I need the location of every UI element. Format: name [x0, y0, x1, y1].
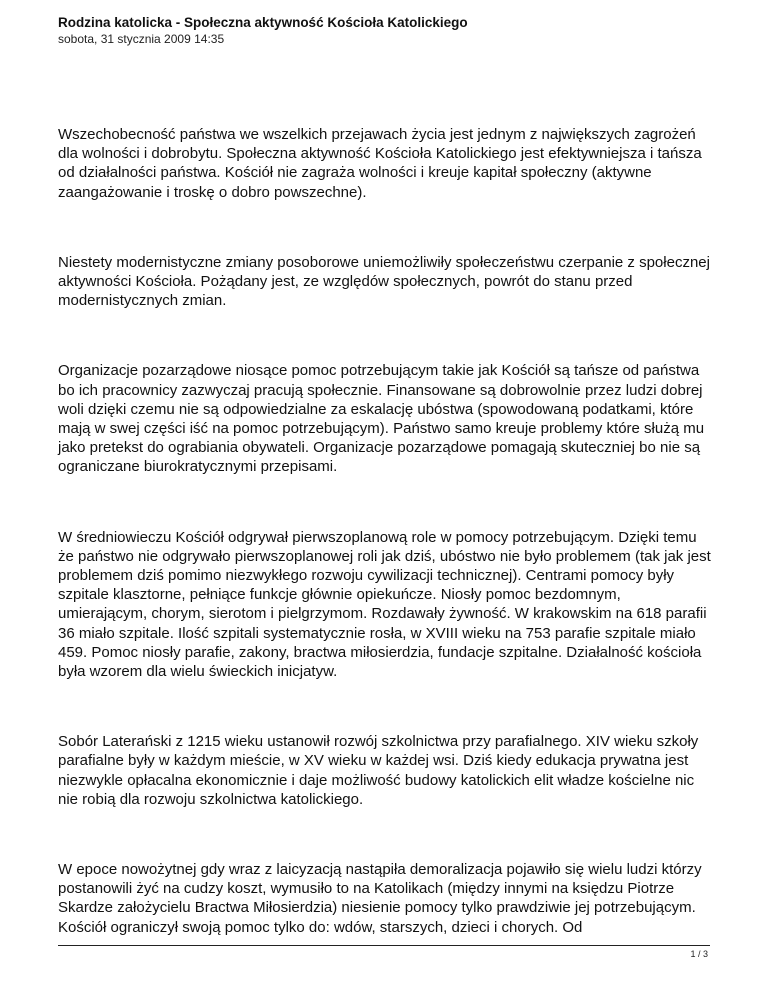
paragraph-intro: Wszechobecność państwa we wszelkich przejawach życia jest jednym z największych zagrożeń dla wolności i dobrobytu. Społeczna aktywność Kościoła Katolickiego jest efektywniejsza i tańsza od działalności państwa. Kościół nie zagraża wolności i kreuje kapitał społeczny (aktywne zaangażowanie i troskę o dobro powszechne). [58, 126, 702, 201]
paragraph-middle-ages: W średniowieczu Kościół odgrywał pierwszoplanową role w pomocy potrzebującym. Dzięki temu że państwo nie odgrywało pierwszoplanowej roli jak dziś, ubóstwo nie było problemem (tak jak jest problemem dziś pomimo niezwykłego rozwoju cywilizacji technicznej). Centrami pomocy były szpitale klasztorne, pełniące funkcje głównie opiekuńcze. Niosły pomoc bezdomnym, umierającym, chorym, sierotom i pielgrzymom. Rozdawały żywność. W krakowskim na 618 parafii 36 miało szpitale. Ilość szpitali systematycznie rosła, w XVIII wieku na 753 parafie szpitale miało 459. Pomoc niosły parafie, zakony, bractwa miłosierdzia, fundacje szpitalne. Działalność kościoła była wzorem dla wielu świeckich inicjatyw. [58, 528, 711, 681]
document-date: sobota, 31 stycznia 2009 14:35 [58, 32, 225, 46]
footer-divider [58, 945, 710, 946]
paragraph-modern-era: W epoce nowożytnej gdy wraz z laicyzacją nastąpiła demoralizacja pojawiło się wielu ludzi którzy postanowili żyć na cudzy koszt, wymusiło to na Katolikach (między innymi na księdzu Piotrze Skardze założycielu Bractwa Miłosierdzia) niesienie pomocy tylko prawdziwie jej potrzebującym. Kościół ograniczył swoją pomoc tylko do: wdów, starszych, dzieci i chorych. Od [58, 861, 702, 936]
document-title: Rodzina katolicka - Społeczna aktywność Kościoła Katolickiego [58, 15, 468, 30]
page-number: 1 / 3 [690, 949, 708, 959]
article-body [58, 125, 713, 988]
paragraph-ngo: Organizacje pozarządowe niosące pomoc potrzebującym takie jak Kościół są tańsze od państwa bo ich pracownicy zazwyczaj pracują społecznie. Finansowane są dobrowolnie przez ludzi dobrej woli dzięki czemu nie są odpowiedzialne za eskalację ubóstwa (spowodowaną podatkami, które mają w swej części iść na pomoc potrzebującym). Państwo samo kreuje problemy które służą mu jako pretekst do ograbiania obywateli. Organizacje pozarządowe pomagają skuteczniej bo nie są ograniczane biurokratycznymi przepisami. [58, 362, 705, 476]
page-header [58, 14, 708, 47]
paragraph-lateran-council: Sobór Laterański z 1215 wieku ustanowił rozwój szkolnictwa przy parafialnego. XIV wieku szkoły parafialne były w każdym mieście, w XV wieku w każdej wsi. Dziś kiedy edukacja prywatna jest niezwykle opłacalna ekonomicznie i daje możliwość budowy katolickich elit władze kościelne nic nie robią dla rozwoju szkolnictwa katolickiego. [58, 733, 699, 808]
paragraph-modernist-changes: Niestety modernistyczne zmiany posoborowe uniemożliwiły społeczeństwu czerpanie z społecznej aktywności Kościoła. Pożądany jest, ze względów społecznych, powrót do stanu przed modernistycznych zmian. [58, 253, 710, 310]
